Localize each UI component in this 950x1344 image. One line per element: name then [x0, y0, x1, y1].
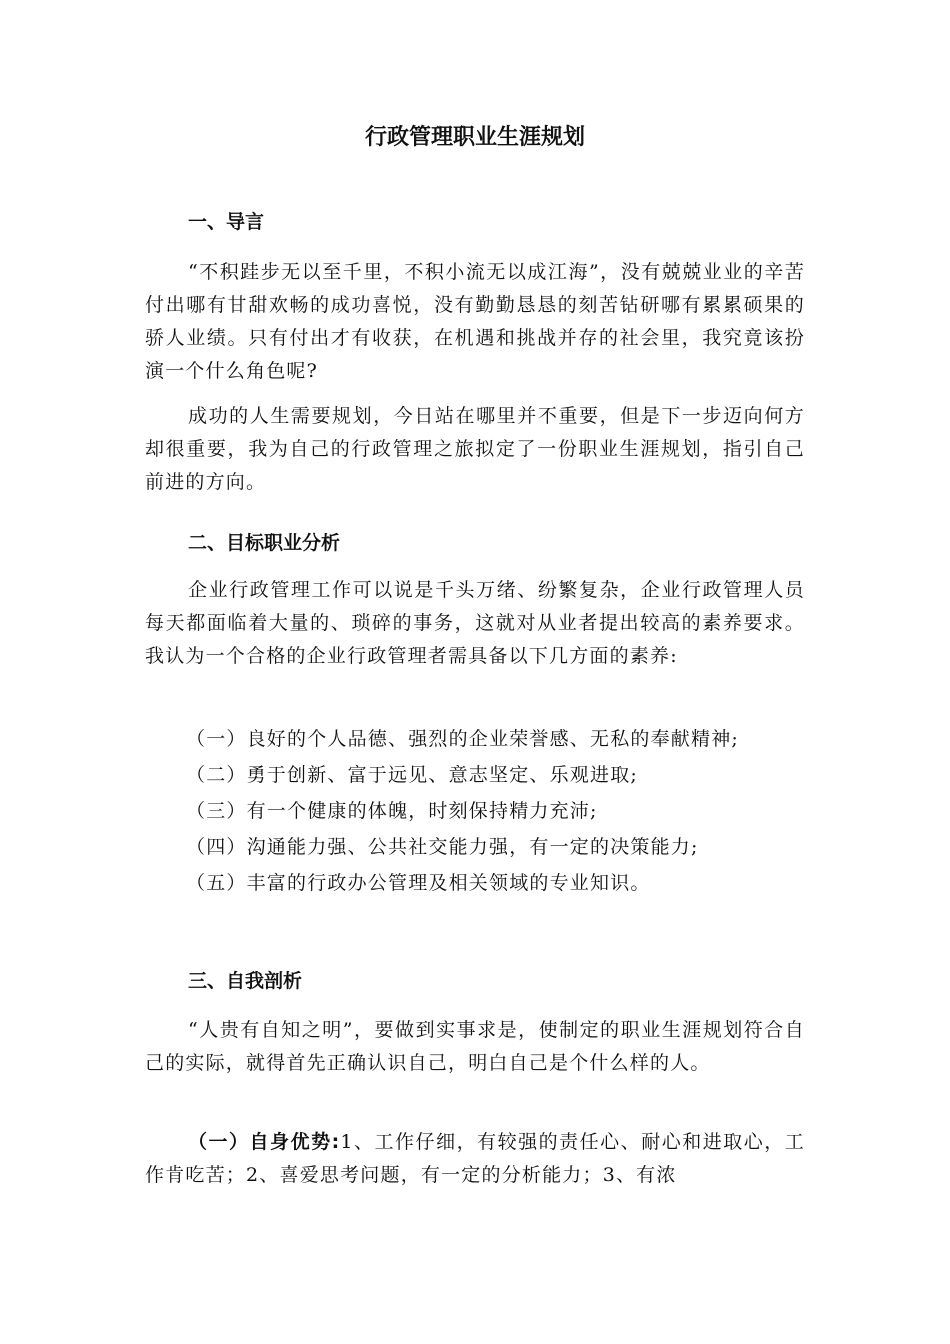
section-heading-target-analysis: 二、目标职业分析	[188, 532, 341, 554]
document-title: 行政管理职业生涯规划	[364, 125, 585, 150]
list-item-quality-3: （三）有一个健康的体魄，时刻保持精力充沛;	[186, 800, 598, 822]
strengths-text: 1、工作仔细，有较强的责任心、耐心和进取心，工作肯吃苦；2、喜爱思考问题，有一定的分析能力；3、有浓	[145, 1131, 805, 1186]
strengths-label: （一）自身优势:	[188, 1131, 341, 1153]
list-item-quality-2: （二）勇于创新、富于远见、意志坚定、乐观进取;	[186, 764, 639, 786]
section-heading-self-analysis: 三、自我剖析	[188, 970, 303, 992]
list-item-quality-4: （四）沟通能力强、公共社交能力强，有一定的决策能力;	[186, 836, 699, 858]
paragraph-intro-2: 成功的人生需要规划，今日站在哪里并不重要，但是下一步迈向何方却很重要，我为自己的行政管理之旅拟定了一份职业生涯规划，指引自己前进的方向。	[145, 405, 805, 493]
paragraph-target-analysis: 企业行政管理工作可以说是千头万绪、纷繁复杂，企业行政管理人员每天都面临着大量的、琐碎的事务，这就对从业者提出较高的素养要求。我认为一个合格的企业行政管理者需具备以下几方面的素养:	[145, 579, 805, 667]
list-item-quality-1: （一）良好的个人品德、强烈的企业荣誉感、无私的奉献精神;	[186, 728, 740, 750]
list-item-quality-5: （五）丰富的行政办公管理及相关领域的专业知识。	[186, 872, 651, 894]
paragraph-self-analysis: “人贵有自知之明”，要做到实事求是，使制定的职业生涯规划符合自己的实际，就得首先正确认识自己，明白自己是个什么样的人。	[145, 1019, 805, 1074]
paragraph-intro-1: “不积跬步无以至千里，不积小流无以成江海”，没有兢兢业业的辛苦付出哪有甘甜欢畅的成功喜悦，没有勤勤恳恳的刻苦钻研哪有累累硕果的骄人业绩。只有付出才有收获，在机遇和挑战并存的社会里，我究竟该扮演一个什么角色呢?	[145, 261, 805, 382]
section-heading-intro: 一、导言	[188, 211, 265, 233]
paragraph-strengths	[145, 1126, 805, 1192]
